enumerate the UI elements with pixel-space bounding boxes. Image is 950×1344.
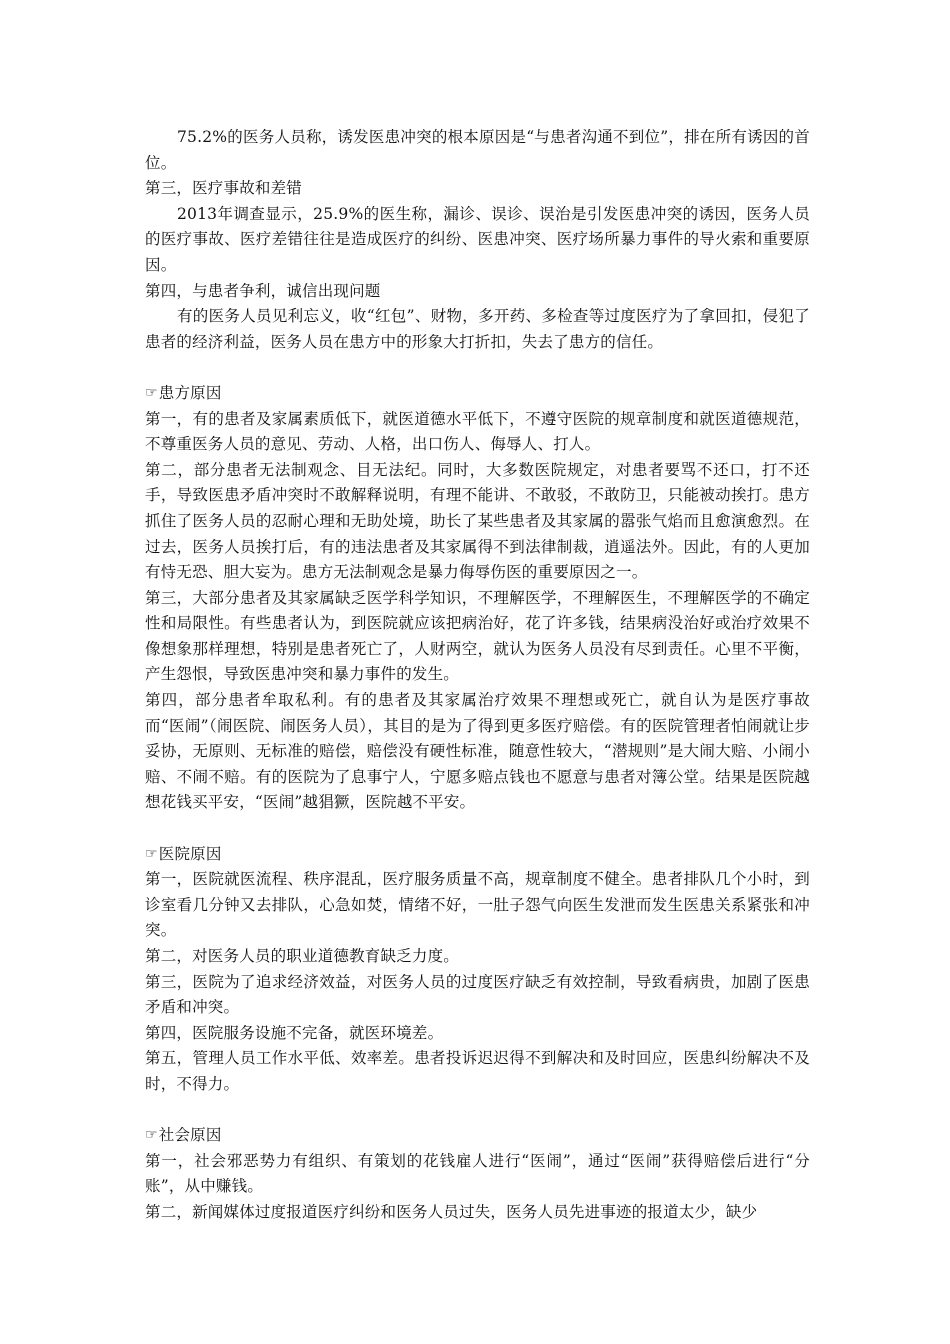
paragraph: 第三，医院为了追求经济效益，对医务人员的过度医疗缺乏有效控制，导致看病贵，加剧了医患矛盾和冲突。 xyxy=(145,972,810,1017)
paragraph: 第四，部分患者牟取私利。有的患者及其家属治疗效果不理想或死亡，就自认为是医疗事故而“医闹”（闹医院、闹医务人员），其目的是为了得到更多医疗赔偿。有的医院管理者怕闹就让步妥协，无原则、无标准的赔偿，赔偿没有硬性标准，随意性较大，“潜规则”是大闹大赔、小闹小赔、不闹不赔。有的医院为了息事宁人，宁愿多赔点钱也不愿意与患者对簿公堂。结果是医院越想花钱买平安，“医闹”越猖獗，医院越不平安。 xyxy=(145,691,810,812)
pointing-hand-icon: ☞ xyxy=(145,1127,158,1144)
section-title: 社会原因 xyxy=(158,1126,222,1145)
subheading: 第四，与患者争利，诚信出现问题 xyxy=(145,281,381,300)
paragraph: 第五，管理人员工作水平低、效率差。患者投诉迟迟得不到解决和及时回应，医患纠纷解决不及时，不得力。 xyxy=(145,1049,810,1093)
paragraph: 有的医务人员见利忘义，收“红包”、财物，多开药、多检查等过度医疗为了拿回扣，侵犯了患者的经济利益，医务人员在患方中的形象大打折扣，失去了患方的信任。 xyxy=(145,307,810,351)
section-heading-hospital xyxy=(145,842,810,868)
paragraph: 第二，新闻媒体过度报道医疗纠纷和医务人员过失，医务人员先进事迹的报道太少，缺少 xyxy=(145,1202,758,1221)
paragraph: 第一，社会邪恶势力有组织、有策划的花钱雇人进行“医闹”，通过“医闹”获得赔偿后进行“分账”，从中赚钱。 xyxy=(145,1151,810,1196)
document-body xyxy=(145,125,810,1226)
pointing-hand-icon: ☞ xyxy=(145,845,158,862)
paragraph: 第二，部分患者无法制观念、目无法纪。同时，大多数医院规定，对患者要骂不还口，打不还手，导致医患矛盾冲突时不敢解释说明，有理不能讲、不敢驳，不敢防卫，只能被动挨打。患方抓住了医务人员的忍耐心理和无助处境，助长了某些患者及其家属的嚣张气焰而且愈演愈烈。在过去，医务人员挨打后，有的违法患者及其家属得不到法律制裁，逍遥法外。因此，有的人更加有恃无恐、胆大妄为。患方无法制观念是暴力侮辱伤医的重要原因之一。 xyxy=(145,460,810,582)
blank-line xyxy=(145,1098,810,1124)
section-heading-society xyxy=(145,1123,810,1149)
paragraph: 2013年调查显示，25.9%的医生称，漏诊、误诊、误治是引发医患冲突的诱因，医务人员的医疗事故、医疗差错往往是造成医疗的纠纷、医患冲突、医疗场所暴力事件的导火索和重要原因。 xyxy=(145,204,810,274)
paragraph: 第四，医院服务设施不完备，就医环境差。 xyxy=(145,1023,444,1042)
pointing-hand-icon: ☞ xyxy=(145,384,158,401)
paragraph: 第一，有的患者及家属素质低下，就医道德水平低下，不遵守医院的规章制度和就医道德规范，不尊重医务人员的意见、劳动、人格，出口伤人、侮辱人、打人。 xyxy=(145,409,810,454)
blank-line xyxy=(145,355,810,381)
paragraph: 第一，医院就医流程、秩序混乱，医疗服务质量不高，规章制度不健全。患者排队几个小时，到诊室看几分钟又去排队，心急如焚，情绪不好，一肚子怨气向医生发泄而发生医患关系紧张和冲突。 xyxy=(145,870,810,940)
paragraph: 第三，大部分患者及其家属缺乏医学科学知识，不理解医学，不理解医生，不理解医学的不确定性和局限性。有些患者认为，到医院就应该把病治好，花了许多钱，结果病没治好或治疗效果不像想象那样理想，特别是患者死亡了，人财两空，就认为医务人员没有尽到责任。心里不平衡，产生怨恨，导致医患冲突和暴力事件的发生。 xyxy=(145,588,810,684)
paragraph: 75.2%的医务人员称，诱发医患冲突的根本原因是“与患者沟通不到位”，排在所有诱因的首位。 xyxy=(145,128,810,172)
blank-line xyxy=(145,816,810,842)
section-title: 医院原因 xyxy=(158,844,222,863)
subheading: 第三，医疗事故和差错 xyxy=(145,179,303,198)
section-heading-patient xyxy=(145,381,810,407)
section-title: 患方原因 xyxy=(158,383,222,402)
paragraph: 第二，对医务人员的职业道德教育缺乏力度。 xyxy=(145,947,460,965)
